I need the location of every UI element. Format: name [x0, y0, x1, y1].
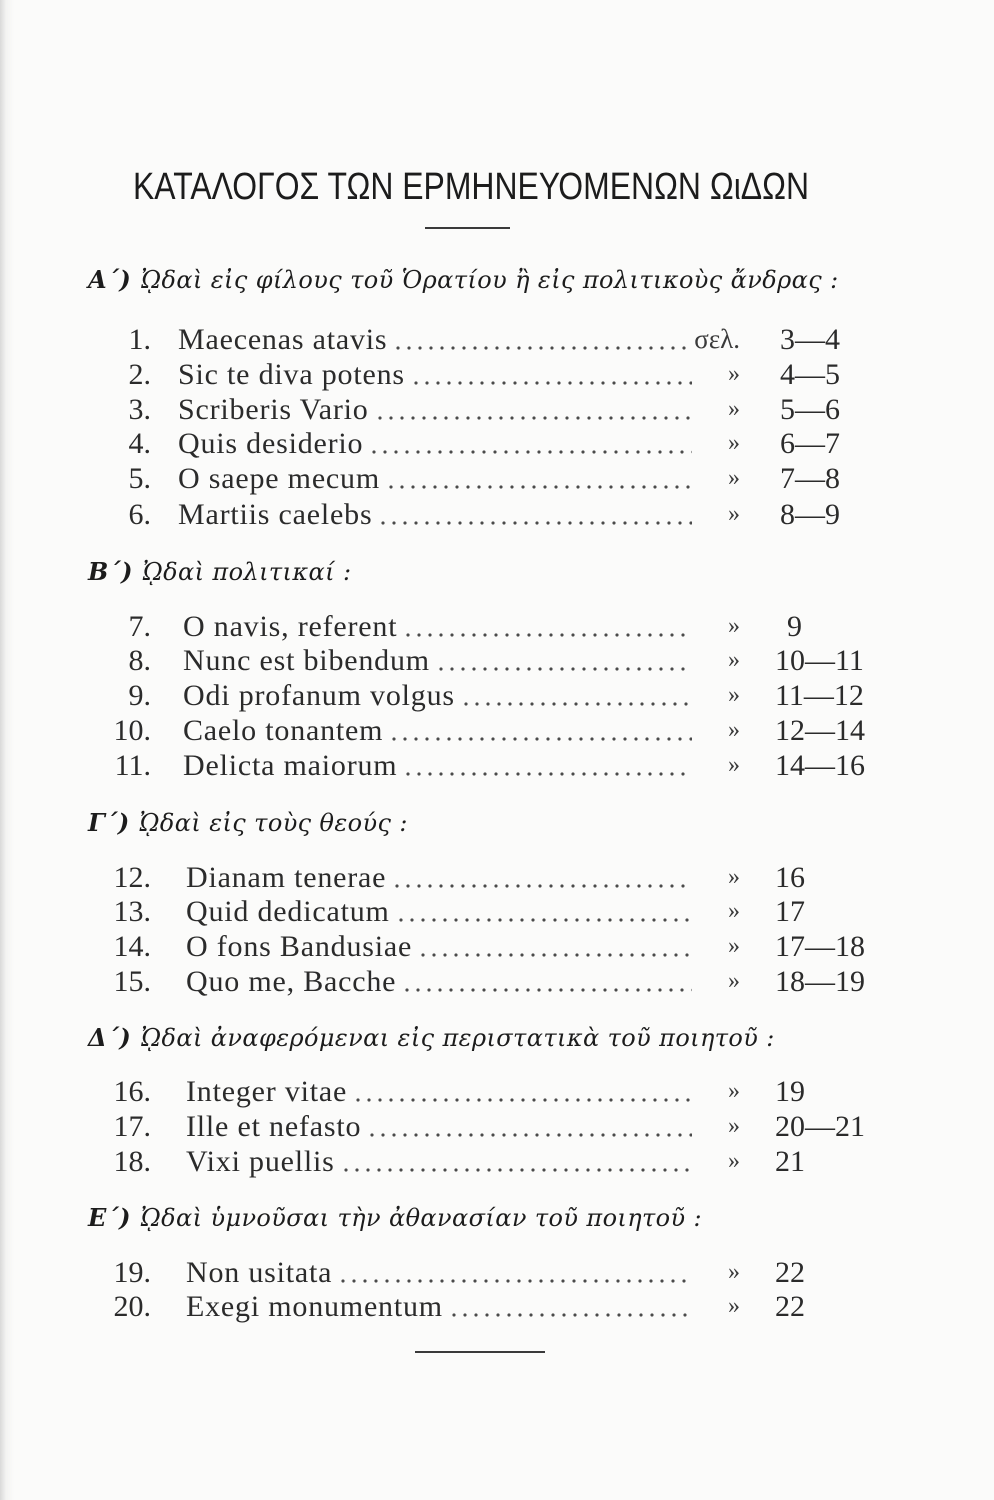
dot-leader: [463, 701, 692, 707]
bottom-rule: [415, 1351, 545, 1353]
item-entry: [186, 964, 692, 999]
item-number: 1.: [128, 323, 151, 356]
item-pages: 8—9: [780, 498, 840, 531]
dot-leader: [413, 380, 692, 386]
title-rule: [425, 227, 510, 229]
item-number: 18.: [113, 1145, 151, 1178]
dot-leader: [371, 449, 692, 455]
item-title: Non usitata: [186, 1256, 333, 1289]
dot-leader: [394, 883, 692, 889]
item-title: Caelo tonantem: [183, 714, 384, 747]
dot-leader: [355, 1097, 692, 1103]
item-pages: 7—8: [780, 462, 840, 495]
dot-leader: [380, 520, 692, 526]
dot-leader: [391, 736, 692, 742]
item-pages: 10—11: [775, 644, 864, 677]
dot-leader: [377, 415, 692, 421]
dot-leader: [420, 952, 692, 958]
item-entry: [186, 894, 692, 929]
dot-leader: [405, 771, 692, 777]
item-title: O navis, referent: [183, 610, 398, 643]
page-ref-marker: »: [728, 396, 740, 422]
item-entry: [183, 643, 692, 678]
item-pages: 12—14: [775, 714, 865, 747]
toc-row: [0, 964, 994, 999]
page-ref-marker: »: [728, 361, 740, 387]
item-title: Nunc est bibendum: [183, 644, 430, 677]
toc-row: [0, 894, 994, 929]
item-title: Exegi monumentum: [186, 1290, 443, 1323]
page-ref-marker: »: [728, 864, 740, 890]
dot-leader: [369, 1132, 692, 1138]
section-heading-b: [88, 554, 351, 590]
item-pages: 17—18: [775, 930, 865, 963]
item-pages: 16: [775, 861, 805, 894]
dot-leader: [451, 1312, 692, 1318]
item-title: Integer vitae: [186, 1075, 348, 1108]
page-ref-marker: »: [728, 1259, 740, 1285]
item-number: 15.: [113, 965, 151, 998]
item-pages: 11—12: [775, 679, 864, 712]
item-pages: 18—19: [775, 965, 865, 998]
dot-leader: [388, 484, 692, 490]
page-ref-marker: »: [728, 682, 740, 708]
section-heading-text: ᾨδαὶ πολιτικαί :: [142, 558, 352, 586]
item-title: Delicta maiorum: [183, 749, 398, 782]
item-number: 8.: [128, 644, 151, 677]
item-entry: [183, 678, 692, 713]
item-title: O fons Bandusiae: [186, 930, 413, 963]
item-title: Quis desiderio: [178, 427, 364, 460]
item-number: 20.: [113, 1290, 151, 1323]
item-number: 5.: [128, 462, 151, 495]
item-number: 2.: [128, 358, 151, 391]
section-label: Ε΄): [88, 1203, 131, 1232]
item-entry: [186, 1255, 692, 1290]
toc-row: [0, 497, 994, 532]
page-ref-marker: »: [728, 933, 740, 959]
section-heading-a: [88, 262, 839, 298]
item-entry: [183, 609, 692, 644]
page-ref-marker: »: [728, 968, 740, 994]
toc-row: [0, 1109, 994, 1144]
section-heading-e: [88, 1200, 702, 1236]
item-entry: [178, 426, 692, 461]
toc-row: [0, 461, 994, 496]
page-ref-marker: »: [728, 717, 740, 743]
dot-leader: [340, 1278, 692, 1284]
item-number: 6.: [128, 498, 151, 531]
item-entry: [186, 1289, 692, 1324]
toc-row: [0, 1074, 994, 1109]
page-ref-marker: »: [728, 1293, 740, 1319]
page-ref-marker: »: [728, 647, 740, 673]
item-number: 3.: [128, 393, 151, 426]
section-heading-text: ᾨδαὶ εἰς φίλους τοῦ Ὁρατίου ἢ εἰς πολιτικοὺς ἄνδρας :: [141, 266, 839, 294]
item-entry: [186, 1109, 692, 1144]
item-title: Scriberis Vario: [178, 393, 369, 426]
item-title: O saepe mecum: [178, 462, 380, 495]
item-number: 12.: [113, 861, 151, 894]
item-pages: 22: [775, 1290, 805, 1323]
section-heading-c: [88, 805, 408, 841]
item-title: Sic te diva potens: [178, 358, 405, 391]
item-pages: 3—4: [780, 323, 840, 356]
item-number: 19.: [113, 1256, 151, 1289]
toc-row: [0, 1144, 994, 1179]
item-number: 7.: [128, 610, 151, 643]
page-ref-marker: »: [728, 1148, 740, 1174]
toc-row: [0, 1289, 994, 1324]
page-ref-marker: σελ.: [694, 324, 740, 354]
section-heading-text: ᾨδαὶ εἰς τοὺς θεούς :: [139, 809, 408, 837]
dot-leader: [438, 666, 692, 672]
section-heading-d: [88, 1020, 775, 1056]
section-label: Α΄): [88, 265, 132, 294]
toc-row: [0, 609, 994, 644]
item-number: 16.: [113, 1075, 151, 1108]
section-heading-text: ᾨδαὶ ἀναφερόμεναι εἰς περιστατικὰ τοῦ ποιητοῦ :: [141, 1024, 775, 1052]
page-ref-marker: »: [728, 752, 740, 778]
item-number: 13.: [113, 895, 151, 928]
item-title: Quid dedicatum: [186, 895, 390, 928]
dot-leader: [405, 632, 692, 638]
toc-row: [0, 392, 994, 427]
dot-leader: [395, 345, 686, 351]
dot-leader: [343, 1167, 692, 1173]
page-ref-marker: »: [728, 501, 740, 527]
page-ref-marker: »: [728, 465, 740, 491]
item-title: Quo me, Bacche: [186, 965, 397, 998]
section-label: Δ΄): [88, 1023, 132, 1052]
item-entry: [183, 713, 692, 748]
item-pages: 19: [775, 1075, 805, 1108]
dot-leader: [404, 987, 692, 993]
page-ref-marker: »: [728, 1078, 740, 1104]
page-title: ΚΑΤΑΛΟΓΟΣ ΤΩΝ ΕΡΜΗΝΕΥΟΜΕΝΩΝ ΩιΔΩΝ: [133, 166, 810, 208]
item-number: 10.: [113, 714, 151, 747]
item-entry: [186, 929, 692, 964]
toc-row: [0, 357, 994, 392]
item-entry: [186, 860, 692, 895]
item-pages: 4—5: [780, 358, 840, 391]
page-ref-marker: »: [728, 613, 740, 639]
section-label: Β΄): [88, 557, 133, 586]
item-entry: [183, 748, 692, 783]
item-number: 11.: [114, 749, 151, 782]
toc-row: [0, 643, 994, 678]
item-entry: [186, 1074, 692, 1109]
item-entry: [186, 1144, 692, 1179]
toc-row: [0, 678, 994, 713]
toc-row: [0, 748, 994, 783]
page-ref-marker: »: [728, 1113, 740, 1139]
item-entry: [178, 357, 692, 392]
item-pages: 17: [775, 895, 805, 928]
item-title: Ille et nefasto: [186, 1110, 362, 1143]
item-entry: [178, 392, 692, 427]
item-title: Martiis caelebs: [178, 498, 373, 531]
item-pages: 5—6: [780, 393, 840, 426]
item-title: Dianam tenerae: [186, 861, 387, 894]
item-pages: 21: [775, 1145, 805, 1178]
item-number: 17.: [113, 1110, 151, 1143]
item-number: 4.: [128, 427, 151, 460]
page-ref-marker: »: [728, 430, 740, 456]
section-label: Γ΄): [88, 808, 130, 837]
item-pages: 9: [787, 610, 802, 643]
item-number: 14.: [113, 930, 151, 963]
item-pages: 22: [775, 1256, 805, 1289]
item-pages: 6—7: [780, 427, 840, 460]
item-pages: 20—21: [775, 1110, 865, 1143]
item-title: Odi profanum volgus: [183, 679, 455, 712]
item-number: 9.: [128, 679, 151, 712]
item-entry: [178, 461, 692, 496]
item-pages: 14—16: [775, 749, 865, 782]
page-ref-marker: »: [728, 898, 740, 924]
item-entry: [178, 497, 692, 532]
toc-row: [0, 860, 994, 895]
item-title: Vixi puellis: [186, 1145, 335, 1178]
item-entry: [178, 322, 686, 357]
toc-row: [0, 1255, 994, 1290]
toc-row: [0, 322, 994, 357]
toc-row: [0, 426, 994, 461]
toc-row: [0, 713, 994, 748]
dot-leader: [398, 917, 692, 923]
toc-row: [0, 929, 994, 964]
item-title: Maecenas atavis: [178, 323, 388, 356]
section-heading-text: ᾨδαὶ ὑμνοῦσαι τὴν ἀθανασίαν τοῦ ποιητοῦ :: [140, 1204, 703, 1232]
